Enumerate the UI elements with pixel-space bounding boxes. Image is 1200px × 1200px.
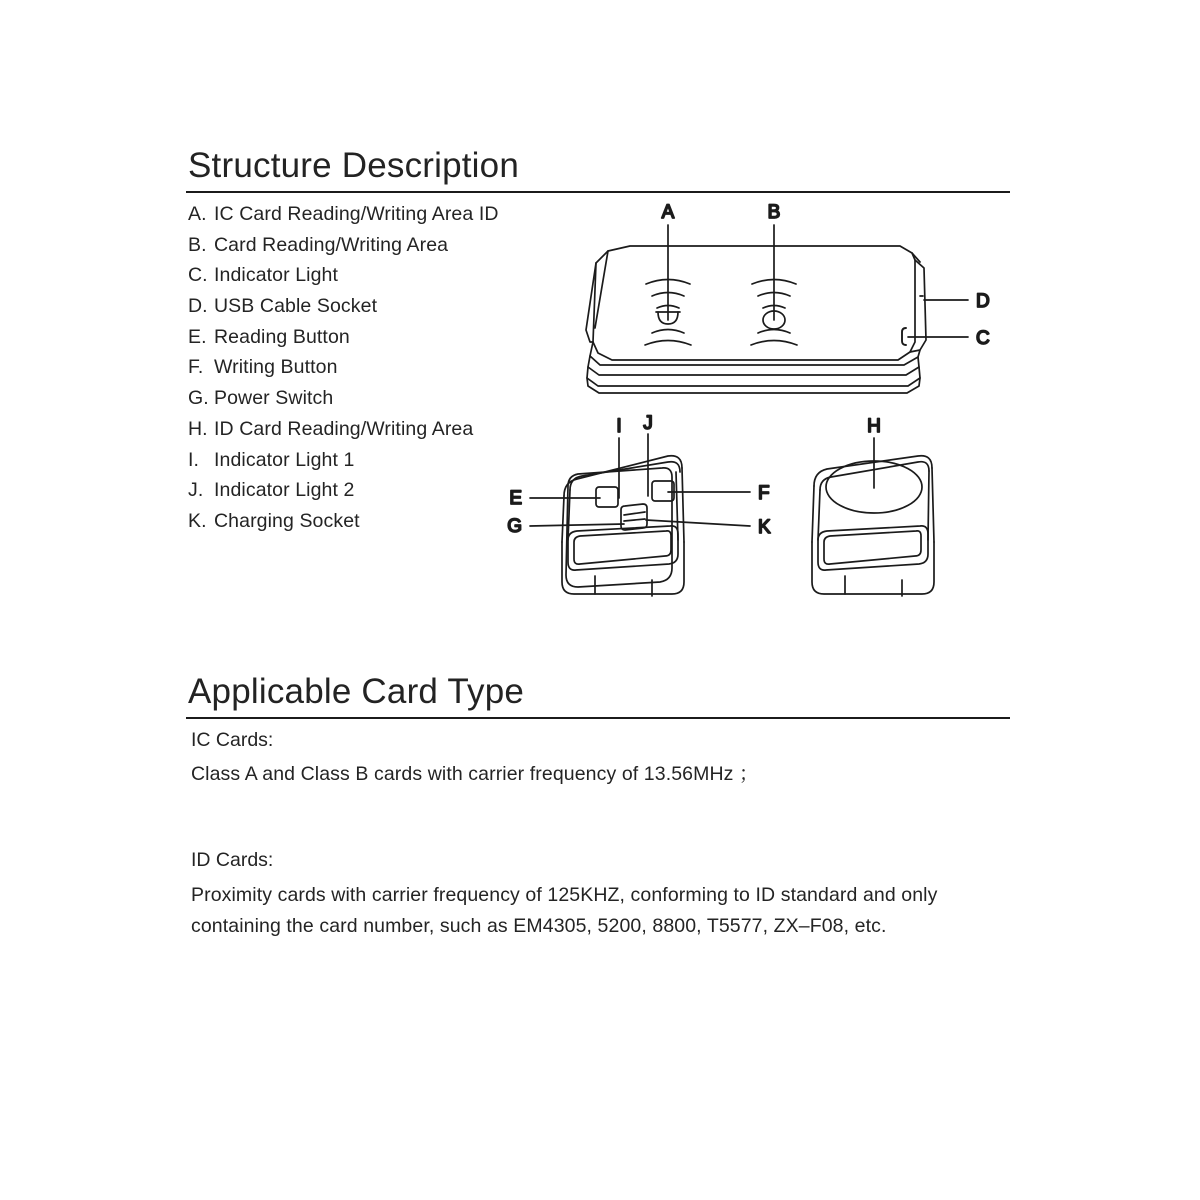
product-diagram <box>500 190 1040 610</box>
list-item <box>188 510 548 541</box>
list-item-label: IC Card Reading/Writing Area ID <box>214 203 499 225</box>
rear-left-edge-outer <box>812 486 814 542</box>
list-item-key: A. <box>188 203 207 225</box>
callout-label-h: H <box>867 416 881 437</box>
callout-label-k: K <box>758 517 771 538</box>
list-item-key: H. <box>188 417 208 440</box>
list-item <box>188 264 548 295</box>
list-item <box>188 326 548 357</box>
desktop-reader-illustration <box>586 225 968 393</box>
wave-arc <box>652 330 684 334</box>
list-item-key: C. <box>188 264 208 287</box>
list-item <box>188 387 548 418</box>
callout-label-b: B <box>767 202 781 223</box>
writing-button <box>652 481 674 501</box>
rear-left-edge-inner <box>818 490 820 540</box>
rear-card-slot-inner <box>824 531 921 564</box>
list-item-key: I. <box>188 448 200 471</box>
list-item <box>188 203 548 234</box>
reader-right-bevel <box>910 260 926 352</box>
handheld-left-edge-outer <box>562 496 564 542</box>
card-slot-inner <box>574 531 671 564</box>
list-item-key: B. <box>188 233 207 256</box>
callout-label-a: A <box>661 202 675 223</box>
ic-cards-heading: IC Cards: <box>191 729 274 751</box>
card-type-section-divider <box>186 717 1010 719</box>
list-item <box>188 356 548 387</box>
list-item <box>188 449 548 480</box>
list-item <box>188 234 548 265</box>
reading-button <box>596 487 618 507</box>
applicable-card-type-title: Applicable Card Type <box>188 672 525 711</box>
rear-base <box>812 542 934 594</box>
ic-cards-body: Class A and Class B cards with carrier frequency of 13.56MHz ； <box>191 763 759 785</box>
callout-label-d: D <box>976 291 990 312</box>
callout-label-g: G <box>507 516 522 537</box>
wave-arc <box>751 341 797 346</box>
wave-arc <box>645 341 691 346</box>
list-item-label: Indicator Light 1 <box>214 448 355 471</box>
callout-label-e: E <box>509 488 522 509</box>
handheld-front-illustration <box>530 434 750 596</box>
leader-line-g <box>530 524 624 526</box>
list-item <box>188 418 548 449</box>
list-item-key: G. <box>188 387 209 410</box>
charging-port <box>621 504 647 530</box>
list-item-label: USB Cable Socket <box>214 295 378 318</box>
list-item-label: ID Card Reading/Writing Area <box>214 417 474 440</box>
list-item <box>188 295 548 326</box>
handheld-right-edge-outer <box>682 468 684 542</box>
list-item-label: Indicator Light 2 <box>214 479 355 502</box>
charging-port-line <box>624 519 645 521</box>
list-item-key: J. <box>188 479 204 502</box>
list-item-label: Charging Socket <box>214 509 360 532</box>
list-item-key: F. <box>188 356 204 379</box>
reader-top-face <box>593 246 915 360</box>
leader-line-k <box>646 520 750 526</box>
structure-item-list <box>188 203 548 541</box>
list-item-label: Reading Button <box>214 325 350 348</box>
reader-edge-1 <box>590 342 920 365</box>
list-item-label: Writing Button <box>214 356 338 379</box>
charging-port-line <box>624 512 645 515</box>
structure-description-title: Structure Description <box>188 146 519 185</box>
wave-arc <box>758 330 790 334</box>
callout-label-c: C <box>976 328 990 349</box>
list-item <box>188 479 548 510</box>
list-item-key: K. <box>188 509 207 532</box>
handheld-rear-illustration <box>812 438 934 596</box>
list-item-key: E. <box>188 325 207 348</box>
id-cards-heading: ID Cards: <box>191 849 274 871</box>
callout-label-f: F <box>758 483 770 504</box>
list-item-label: Power Switch <box>214 387 334 410</box>
callout-label-i: I <box>616 416 622 437</box>
list-item-key: D. <box>188 295 208 318</box>
callout-label-j: J <box>643 413 653 434</box>
list-item-label: Card Reading/Writing Area <box>214 233 449 256</box>
id-cards-body: Proximity cards with carrier frequency of 125KHZ, conforming to ID standard and only containing the card number, such as EM4305, 5200, 8800, T5577, ZX–F08, etc. <box>191 884 938 937</box>
rear-right-edge-outer <box>932 468 934 542</box>
indicator-light-slot <box>902 328 906 345</box>
reader-edge-3 <box>587 367 920 386</box>
list-item-label: Indicator Light <box>214 264 338 287</box>
